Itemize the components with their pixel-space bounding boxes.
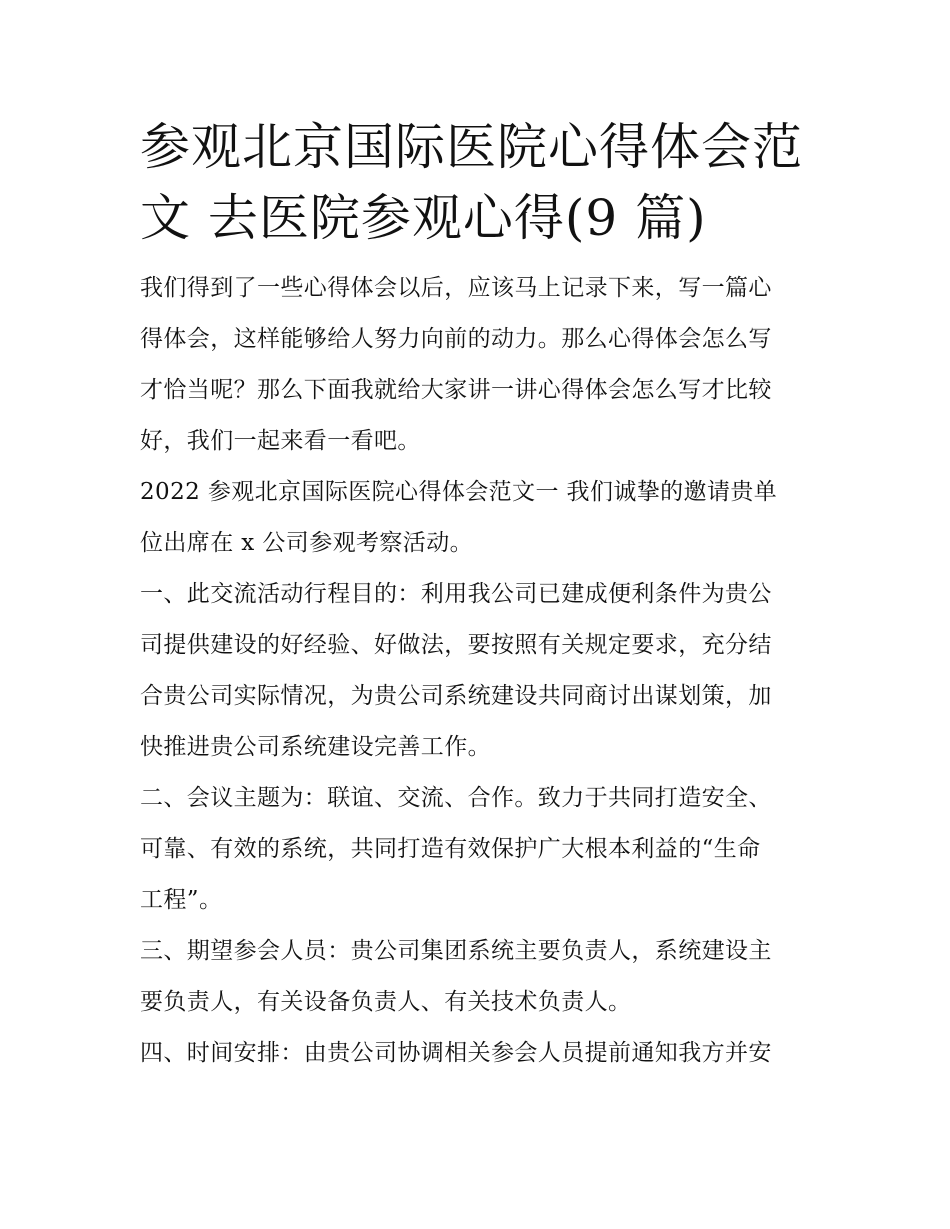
text-line: 得体会，这样能够给人努力向前的动力。那么心得体会怎么写 <box>140 326 772 352</box>
text-line: 好，我们一起来看一看吧。 <box>140 428 421 454</box>
text-line: 司提供建设的好经验、好做法，要按照有关规定要求，充分结 <box>140 632 772 658</box>
text-line: 工程”。 <box>140 887 223 913</box>
paragraph-section-three <box>140 926 812 1028</box>
text-line: 可靠、有效的系统，共同打造有效保护广大根本利益的“生命 <box>140 836 761 862</box>
paragraph-intro <box>140 263 812 467</box>
text-line: 2022 参观北京国际医院心得体会范文一 我们诚挚的邀请贵单 <box>140 479 778 505</box>
text-line: 三、期望参会人员：贵公司集团系统主要负责人，系统建设主 <box>140 938 772 964</box>
text-line: 二、会议主题为：联谊、交流、合作。致力于共同打造安全、 <box>140 785 772 811</box>
paragraph-section-two <box>140 773 812 926</box>
text-line: 合贵公司实际情况，为贵公司系统建设共同商讨出谋划策，加 <box>140 683 772 709</box>
text-line: 四、时间安排：由贵公司协调相关参会人员提前通知我方并安 <box>140 1040 772 1066</box>
document-body <box>140 263 812 1079</box>
text-line: 位出席在 x 公司参观考察活动。 <box>140 530 473 556</box>
text-line: 一、此交流活动行程目的：利用我公司已建成便利条件为贵公 <box>140 581 772 607</box>
document-page <box>140 112 812 1079</box>
text-line: 才恰当呢？那么下面我就给大家讲一讲心得体会怎么写才比较 <box>140 377 772 403</box>
document-title <box>140 112 812 254</box>
paragraph-section-four <box>140 1028 812 1079</box>
text-line: 我们得到了一些心得体会以后，应该马上记录下来，写一篇心 <box>140 275 772 301</box>
text-line: 快推进贵公司系统建设完善工作。 <box>140 734 491 760</box>
title-line: 参观北京国际医院心得体会范 <box>140 118 803 176</box>
paragraph-invitation <box>140 467 812 569</box>
text-line: 要负责人，有关设备负责人、有关技术负责人。 <box>140 989 632 1015</box>
title-line: 文 去医院参观心得(9 篇) <box>140 189 707 247</box>
paragraph-section-one <box>140 569 812 773</box>
